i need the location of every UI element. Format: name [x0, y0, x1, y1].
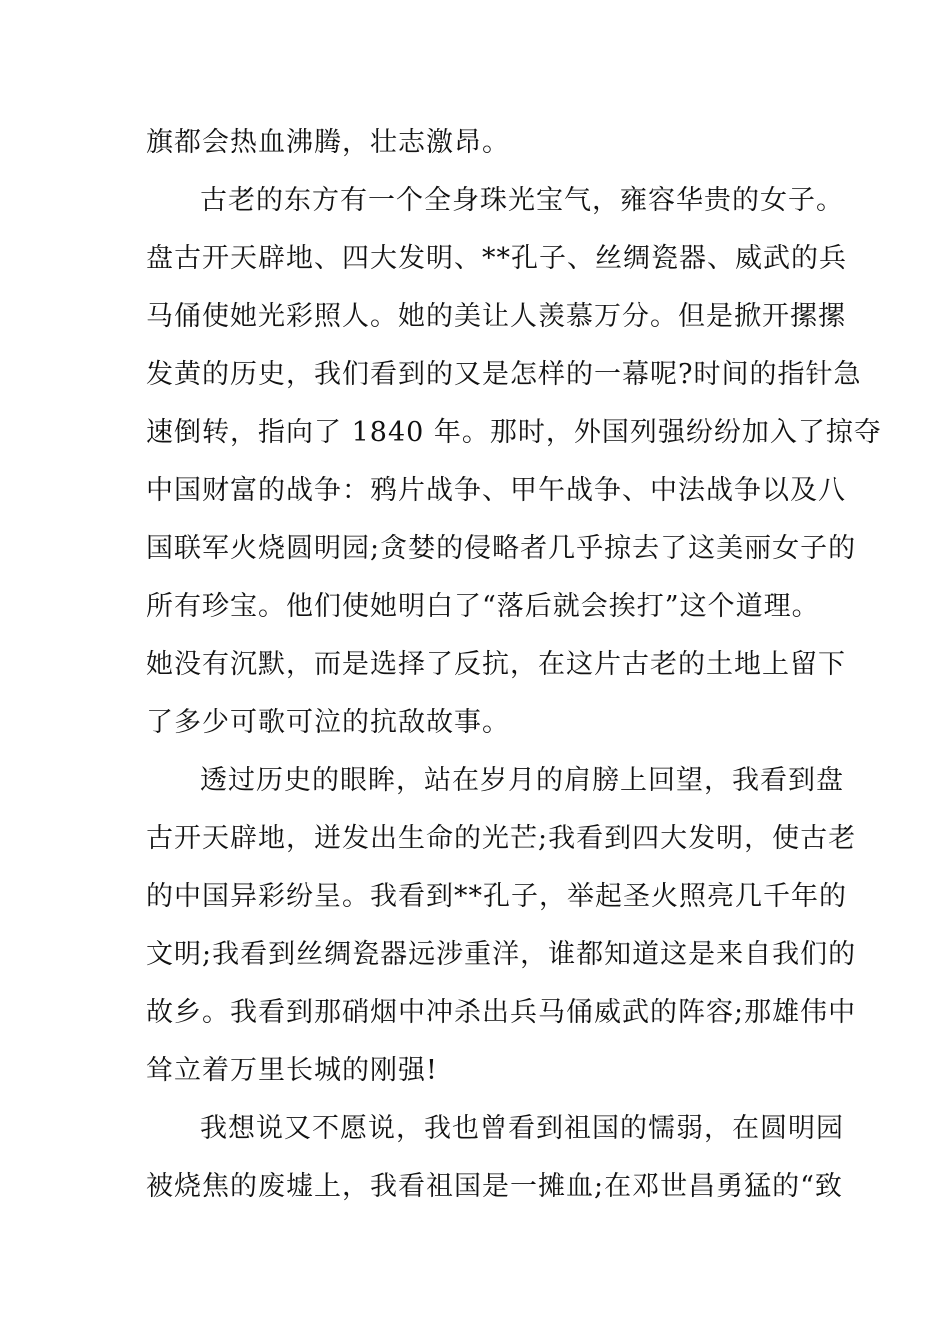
- text-line: 马俑使她光彩照人。她的美让人羡慕万分。但是掀开摞摞: [146, 301, 846, 332]
- text-line: 国联军火烧圆明园;贪婪的侵略者几乎掠去了这美丽女子的: [146, 533, 857, 564]
- text-line: 她没有沉默，而是选择了反抗，在这片古老的土地上留下: [146, 649, 846, 680]
- text-line: 古开天辟地，迸发出生命的光芒;我看到四大发明，使古老: [146, 823, 857, 854]
- paragraph-first-line: 透过历史的眼眸，站在岁月的肩膀上回望，我看到盘: [200, 765, 844, 796]
- paragraph-first-line: 我想说又不愿说，我也曾看到祖国的懦弱，在圆明园: [200, 1113, 844, 1144]
- text-line: 故乡。我看到那硝烟中冲杀出兵马俑威武的阵容;那雄伟中: [146, 997, 857, 1028]
- text-line: 旗都会热血沸腾，壮志激昂。: [146, 127, 510, 158]
- text-line: 速倒转，指向了 1840 年。那时，外国列强纷纷加入了掠夺: [146, 417, 882, 448]
- text-line: 耸立着万里长城的刚强!: [146, 1055, 438, 1086]
- text-line: 了多少可歌可泣的抗敌故事。: [146, 707, 510, 738]
- text-line: 发黄的历史，我们看到的又是怎样的一幕呢?时间的指针急: [146, 359, 862, 390]
- text-line: 文明;我看到丝绸瓷器远涉重洋，谁都知道这是来自我们的: [146, 939, 857, 970]
- text-line: 盘古开天辟地、四大发明、**孔子、丝绸瓷器、威武的兵: [146, 243, 847, 274]
- text-line: 所有珍宝。他们使她明白了“落后就会挨打”这个道理。: [146, 591, 820, 622]
- document-body: [146, 114, 882, 1216]
- text-line: 被烧焦的废墟上，我看祖国是一摊血;在邓世昌勇猛的“致: [146, 1171, 843, 1202]
- paragraph-first-line: 古老的东方有一个全身珠光宝气，雍容华贵的女子。: [200, 185, 844, 216]
- text-line: 的中国异彩纷呈。我看到**孔子，举起圣火照亮几千年的: [146, 881, 847, 912]
- text-line: 中国财富的战争：鸦片战争、甲午战争、中法战争以及八: [146, 475, 846, 506]
